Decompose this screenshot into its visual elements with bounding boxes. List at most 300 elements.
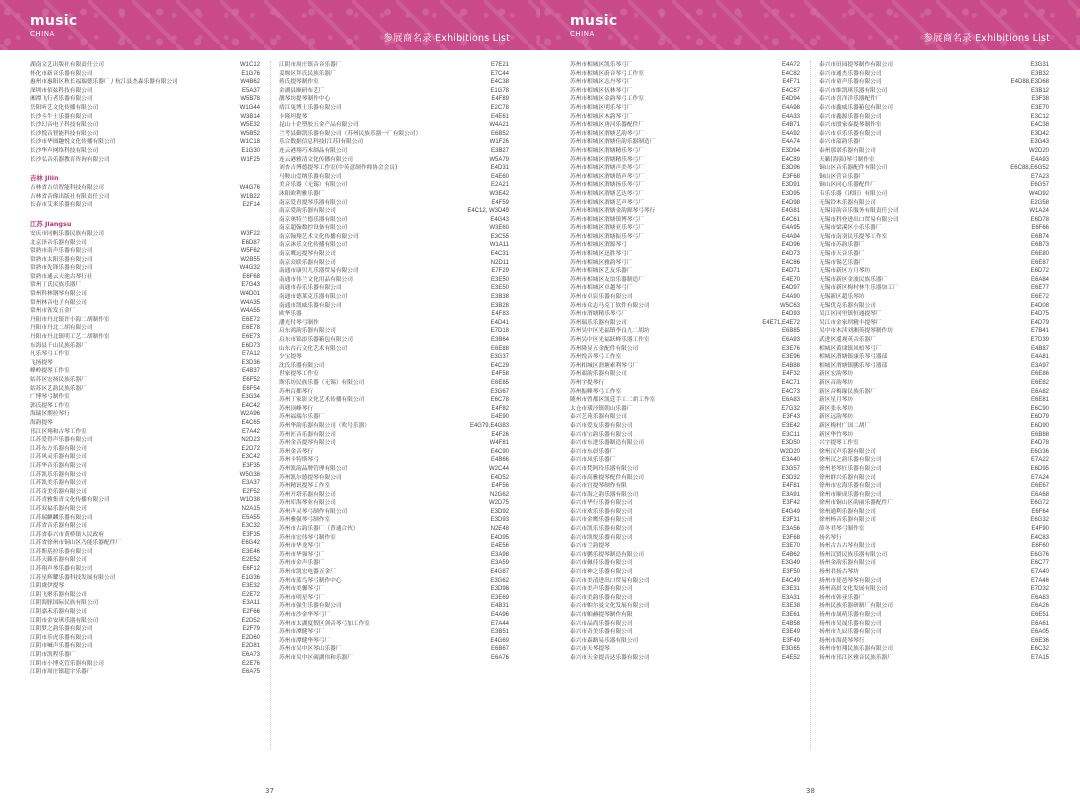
booth-code: E3E49 [781,629,800,636]
exhibitor-row [279,267,509,276]
exhibitor-row [819,611,1049,620]
exhibitor-row [30,548,260,557]
exhibitor-name: 泰兴市鑫威乐器箱包有限公司 [819,104,893,111]
booth-code: E6B88 [1030,431,1049,438]
exhibitor-row [570,482,800,491]
booth-code: E4B87 [1030,345,1049,352]
booth-code: E4A72 [781,62,800,68]
exhibitor-name: 吉林省吉信智能科技有限公司 [30,185,104,192]
exhibitor-name: 相城区黄埭镇凤梧琴弓厂 [819,345,882,352]
exhibitor-name: 苏州凯韵品牌管理有限公司 [279,465,348,472]
page-header [0,0,540,50]
exhibitor-name: 扬州民族乐器研制厂有限公司 [819,603,893,610]
exhibitor-name: 常熟市通云天池古琴行社 [30,273,93,280]
exhibitor-name: 苏州市相城区渭塘艺韵琴弓厂 [570,130,644,137]
exhibitor-row [570,542,800,551]
exhibitor-row [570,276,800,285]
booth-code: E6C78 [490,397,509,404]
booth-code: E6B74 [1030,233,1049,240]
booth-code: E6C77 [1030,560,1049,567]
exhibitor-row [30,642,260,651]
exhibitor-row [570,199,800,208]
exhibitor-name: 金湖县顺研布艺厂 [279,87,325,94]
booth-code: E4C38 [490,79,509,86]
booth-code: E7E21 [490,62,509,68]
booth-code: E3E31 [781,586,800,593]
booth-code: E6B73 [1030,242,1049,249]
exhibitor-row [279,379,509,388]
exhibitor-name: 无锡市新区方月琴坊 [819,268,871,275]
exhibitor-row [30,471,260,480]
booth-code: E4D08 [1030,302,1049,309]
exhibitor-row [30,479,260,488]
exhibitor-name: 苏州市相城区艺友乐器厂 [570,268,633,275]
exhibitor-name: 苏州市相城区唐河乐器配件厂 [570,122,644,129]
exhibitor-row [30,324,260,333]
exhibitor-name: 苏州市相城区渭塘镇博琴弓厂 [570,216,644,223]
booth-code: E4D97 [781,285,800,292]
exhibitor-row [570,310,800,319]
booth-code: E4C38 [1030,122,1049,129]
booth-code: E4D52 [490,474,509,481]
booth-code: W2A96 [240,411,260,418]
booth-code: E4B37 [241,368,260,375]
booth-code: E3C42 [241,454,260,461]
brand-name: music [570,13,618,29]
booth-code: E4F89 [491,96,509,103]
exhibitor-row [30,565,260,574]
exhibitor-row [819,525,1049,534]
booth-code: E4B62 [781,551,800,558]
exhibitor-name: 江苏天籁乐器有限公司 [30,557,87,564]
booth-code: E6A84 [1030,276,1049,283]
booth-code: E6E81 [1030,397,1049,404]
exhibitor-row [570,207,800,216]
booth-code: N2A15 [241,505,260,512]
exhibitor-name: 新区远韵琴坊 [819,414,854,421]
exhibitor-name: 昆山十企塑胶五金产品有限公司 [279,122,359,129]
exhibitor-name: 江阴海豚国际民族有限公司 [30,600,99,607]
exhibitor-name: 韦乐乐器（沭阳）有限公司 [819,190,888,197]
exhibitor-name: 泰兴市森路易乐器有限公司 [570,637,639,644]
booth-code: E2C78 [490,104,509,111]
column-divider [270,61,271,749]
exhibitor-row [570,138,800,147]
booth-code: E6A76 [490,654,509,661]
booth-code: E4E60 [490,173,509,180]
booth-code: W2C44 [488,465,509,472]
exhibitor-row [819,78,1049,87]
booth-code: E4F56 [491,483,509,490]
exhibitor-name: 泰州那诺乐器有限公司 [819,147,876,154]
exhibitor-row [30,113,260,122]
booth-code: E6A05 [1030,629,1049,636]
booth-code: E3G67 [490,388,509,395]
exhibitor-row [30,201,260,210]
exhibitor-row [279,70,509,79]
booth-code: E2F52 [242,488,260,495]
exhibitor-row [819,388,1049,397]
booth-code: E4F59 [491,199,509,206]
booth-code: E6E88 [490,345,509,352]
exhibitor-name: 苏州市相城区凯乐琴弓厂 [570,62,633,68]
exhibitor-name: 丹阳市丹北镇明工艺二胡制作室 [30,334,110,341]
exhibitor-row [30,488,260,497]
exhibitor-name: 无锡市锡艺乐器厂 [819,259,865,266]
exhibitor-row [279,78,509,87]
exhibitor-row [819,147,1049,156]
exhibitor-name: 苏州金音提琴有限公司 [279,440,336,447]
exhibitor-name: 泰兴市凯悦乐器有限公司 [570,534,633,541]
listing-column-2 [819,61,1049,663]
exhibitor-name: 江阴梦之韵乐器有限公司 [30,626,93,633]
booth-code: W5B52 [240,130,260,137]
booth-code: W4A21 [489,122,509,129]
exhibitor-row [30,61,260,70]
exhibitor-row [279,87,509,96]
exhibitor-name: 扬州市恒翔民族乐器有限公司 [819,646,893,653]
exhibitor-row [30,333,260,342]
exhibitor-name: 铜山区营音乐器厂 [819,173,865,180]
booth-code: E2D60 [241,634,260,641]
booth-code: E6E78 [241,325,260,332]
exhibitor-name: 泰兴市卓乐乐器有限公司 [819,130,882,137]
exhibitor-row [279,628,509,637]
exhibitor-name: 徐州市铜山区韵丽乐器配件厂 [819,500,893,507]
booth-code: E4G43 [490,216,509,223]
booth-code: W1C12 [239,62,260,68]
exhibitor-row [570,413,800,422]
booth-code: E4B71 [781,122,800,129]
exhibitor-row [279,516,509,525]
exhibitor-row [819,259,1049,268]
booth-code: E6D79 [1030,414,1049,421]
exhibitor-row [279,499,509,508]
booth-code: E4C29 [490,362,509,369]
booth-code: E6C32 [1030,646,1049,653]
exhibitor-row [30,184,260,193]
exhibitor-row [570,113,800,122]
exhibitor-name: 薛冬君琴弓制作室 [819,526,865,533]
exhibitor-row [570,336,800,345]
exhibitor-name: 扬州金韵乐器有限公司 [819,560,876,567]
booth-code: E2F14 [242,202,260,209]
booth-code: E6G36 [1030,448,1049,455]
exhibitor-name: 南通市春乐乐器有限公司 [279,285,342,292]
exhibitor-name: 苏州卡特斯琴弓 [279,457,319,464]
exhibitor-name: 江阴嘉禾乐器有限公司 [30,609,87,616]
booth-code: E3D98 [490,586,509,593]
exhibitor-name: 苏州艰韵乐器有限公司 [570,371,627,378]
exhibitor-row [279,259,509,268]
booth-code: E4C12, W3D49 [467,208,509,215]
booth-code: E4B88 [781,362,800,369]
booth-code: E3A40 [781,457,800,464]
exhibitor-name: 泰兴市童声乐器有限公司 [819,79,882,86]
exhibitor-name: 扬州市邗江区雅音民族乐器厂 [819,654,893,661]
exhibitor-row [30,660,260,669]
booth-code: E4B58 [781,620,800,627]
exhibitor-name: 泰兴市梵阿玲乐器有限公司 [570,465,639,472]
exhibitor-row [570,645,800,654]
booth-code: E3B12 [1030,87,1049,94]
exhibitor-name: 苏州市美馨琴弓厂 [279,586,325,593]
exhibitor-name: 南京奥特兰德乐器有限公司 [279,216,348,223]
booth-code: E3G34 [241,394,260,401]
exhibitor-row [30,376,260,385]
exhibitor-name: 苏州相城区渭塘索利琴弓厂 [570,362,639,369]
booth-code: E3D32 [781,474,800,481]
exhibitor-name: 苏州市沙金华琴弓厂 [279,612,331,618]
exhibitor-row [279,637,509,646]
exhibitor-row [819,138,1049,147]
page-title: 参展商名录 Exhibitions List [923,33,1050,44]
exhibitor-name: 泰兴市高雅提琴配件有限公司 [570,474,644,481]
exhibitor-name: 江苏东方乐器有限公司 [30,445,87,452]
booth-code: E6D73 [241,342,260,349]
exhibitor-name: 无锡优克乐器有限公司 [819,302,876,309]
exhibitor-name: 丹阳市丹北二胡有限公司 [30,325,93,332]
booth-code: E3E46 [241,548,260,555]
booth-code: W3E60 [489,225,509,232]
exhibitor-row [570,474,800,483]
exhibitor-name: 南京爱韵乐器有限公司 [279,208,336,215]
booth-code: W2D20 [1028,147,1049,154]
booth-code: E6F12 [242,566,260,573]
exhibitor-row [570,585,800,594]
brand-logo [570,14,618,38]
exhibitor-name: 相城区渭塘镇鹏乐琴弓器部 [819,362,888,369]
exhibitor-row [570,156,800,165]
exhibitor-name: 启东市锦添乐器箱包有限公司 [279,337,353,343]
exhibitor-name: 常州林音电子有限公司 [30,299,87,306]
booth-code: E4C71 [781,379,800,386]
exhibitor-name: 南京众联乐器有限公司 [279,259,336,266]
booth-code: E7B41 [1030,328,1049,335]
exhibitor-row [279,199,509,208]
booth-code: E3E69 [490,594,509,601]
booth-code: E5A55 [241,514,260,521]
booth-code: W4A35 [240,299,260,306]
exhibitor-name: 长沙悦音智能科技有限公司 [30,130,99,137]
exhibitor-row [30,410,260,419]
booth-code: E6E72 [1030,294,1049,301]
exhibitor-name: 苏州市相城区蔚音琴弓工作室 [570,70,644,77]
booth-code: E3A11 [242,600,260,607]
booth-code: E4F58 [491,371,509,378]
exhibitor-name: 南通市康贝儿乐器贸易有限公司 [279,268,359,275]
booth-code: E4A94 [781,233,800,240]
exhibitor-name: 深圳市佰弦科技有限公司 [30,87,93,94]
booth-code: W5G38 [239,471,260,478]
exhibitor-row [30,342,260,351]
exhibitor-name: 苏州顶峰琴行 [279,405,314,412]
exhibitor-name: 苏州市相城区渭塘金韵源琴弓琴行 [570,208,656,215]
booth-code: W5A79 [489,156,509,163]
exhibitor-row [570,267,800,276]
booth-code: E3F35 [242,462,260,469]
booth-code: E4C90 [490,448,509,455]
booth-code: E3E96 [781,354,800,361]
exhibitor-row [819,637,1049,646]
exhibitor-name: 吉林省音像出版社有限责任公司 [30,193,110,200]
exhibitor-row [819,602,1049,611]
exhibitor-name: 海韵提琴 [30,419,53,426]
exhibitor-name: 苏州市相城区渭源琴弓 [570,242,627,249]
booth-code: E4A90 [781,294,800,301]
exhibitor-name: 苏州市相城区渭塘扬乐琴弓厂 [570,182,644,189]
exhibitor-name: 江苏星辉耀乐器科技发展有限公司 [30,574,116,581]
booth-code: W1A24 [1029,208,1049,215]
booth-code: E4F90 [1031,526,1049,533]
exhibitor-name: 江苏双福乐器有限公司 [30,505,87,512]
exhibitor-name: 苏州市吴中区砚湖伟和乐器厂 [279,654,353,661]
exhibitor-name: 泰兴市通杰乐器有限公司 [819,70,882,77]
exhibitor-name: 兴宇提琴工作室 [819,440,859,447]
exhibitor-name: 太仓市璜泾镇朝山乐器厂 [570,405,633,412]
exhibitor-row [279,448,509,457]
exhibitor-row [570,465,800,474]
exhibitor-row [279,156,509,165]
booth-code: E3F43 [782,414,800,421]
exhibitor-row [30,651,260,660]
booth-code: N2D23 [241,437,260,444]
exhibitor-row [570,525,800,534]
exhibitor-name: 苏州市蓝鸟琴弓制作中心 [279,577,342,584]
exhibitor-name: 苏州市众志马克丁软件有限公司 [570,302,650,309]
booth-code: E6F66 [1031,225,1049,232]
listing-columns [30,61,510,751]
booth-code: E7A23 [1030,173,1049,180]
exhibitor-name: 扬州市韩亚乐器厂 [819,594,865,601]
booth-code: E6E51 [1030,612,1049,618]
exhibitor-name: 世家提琴工作室 [279,371,319,378]
exhibitor-row [819,491,1049,500]
exhibitor-row [279,293,509,302]
booth-code: E6D87 [241,239,260,246]
exhibitor-row [30,591,260,600]
booth-code: E6A83 [781,397,800,404]
exhibitor-name: 泰兴市海之韵乐器有限公司 [570,491,639,498]
exhibitor-row [570,388,800,397]
booth-code: E4A74 [781,139,800,146]
exhibitor-name: 扬州古吉古琴有限公司 [819,543,876,550]
exhibitor-name: 苏州振峰琴弓工作室 [570,388,622,395]
exhibitor-row [30,130,260,139]
exhibitor-name: 扬州市海琵琴琴行 [819,637,865,644]
exhibitor-row [30,668,260,677]
booth-code: W1A11 [489,242,509,249]
booth-code: E3B27 [490,147,509,154]
exhibitor-name: 沈氏乐器有限公司 [279,362,325,369]
exhibitor-name: 吴中市木渎刘湘英提琴制作坊 [819,328,893,335]
exhibitor-name: 苏州精讯提琴工作室 [279,483,331,490]
booth-code: E3F68 [782,173,800,180]
booth-code: E4D94 [781,96,800,103]
booth-code: E3A91 [781,491,800,498]
booth-code: E4D73 [781,251,800,258]
booth-code: E6A26 [1030,603,1049,610]
exhibitor-row [819,534,1049,543]
booth-code: E7F29 [491,268,509,275]
exhibitor-name: 苏州市吴中区琴山乐器厂 [279,646,342,653]
exhibitor-row [30,514,260,523]
exhibitor-name: 无锡市苏韵乐器厂 [819,242,865,249]
exhibitor-name: 苏州百都琴行 [279,388,314,395]
booth-code: E4A95 [781,225,800,232]
exhibitor-row [30,281,260,290]
exhibitor-row [279,422,509,431]
booth-code: E3F50 [782,569,800,576]
booth-code: E4C86 [781,259,800,266]
exhibitor-row [279,413,509,422]
booth-code: W4D92 [1028,190,1049,197]
booth-code: E3A59 [490,560,509,567]
booth-code: W5C63 [779,302,800,309]
exhibitor-row [30,531,260,540]
booth-code: E3F42 [782,500,800,507]
booth-code: E4E70 [781,276,800,283]
booth-code: E3D96 [781,165,800,172]
exhibitor-row [570,568,800,577]
exhibitor-name: 江苏华音乐器有限公司 [30,462,87,469]
booth-code: E6B67 [490,646,509,653]
booth-code: N2D11 [490,259,509,266]
exhibitor-name: 江苏省徐州市铜山区乃能乐器配件厂 [30,540,121,547]
exhibitor-name: 南通市德莱克乐器有限公司 [279,294,348,301]
booth-code: E4G49 [781,508,800,515]
exhibitor-row [819,70,1049,79]
booth-code: W3B14 [240,113,260,120]
exhibitor-name: 苏州吴中区光福镇李良九二胡坊 [570,328,650,335]
booth-code: E4F26 [491,431,509,438]
booth-code: E3E50 [490,285,509,292]
exhibitor-row [819,370,1049,379]
exhibitor-name: 苏州市相城区金韵琴弓工作室 [570,96,644,103]
exhibitor-name: 江苏斯基拉乐器有限公司 [30,548,93,555]
exhibitor-name: 苏州市相城区渭塘艺达琴弓厂 [570,190,644,197]
exhibitor-row [30,156,260,165]
exhibitor-name: 苏州市相城区渭塘精乐琴弓厂 [570,147,644,154]
exhibitor-row [30,505,260,514]
exhibitor-row [819,190,1049,199]
exhibitor-name: 苏州凯尔德提琴有限公司 [279,474,342,481]
exhibitor-name: 长沙斗牛士乐器有限公司 [30,113,93,120]
exhibitor-name: 无锡新区超乐琴坊 [819,294,865,301]
exhibitor-row [30,367,260,376]
booth-code: W5F62 [240,248,260,255]
exhibitor-row [819,431,1049,440]
exhibitor-name: 潘光付琴弓制作 [279,319,319,326]
exhibitor-name: 泰兴市东进乐器制造有限公司 [570,440,644,447]
exhibitor-name: 长沙幻音电子科技有限公司 [30,122,99,129]
exhibitor-name: 苏州市相城区友谊乐器制造厂 [570,276,644,283]
exhibitor-name: 泰兴市宫提琴制作有限 [570,483,627,490]
exhibitor-row [570,637,800,646]
exhibitor-row [30,599,260,608]
booth-code: E3D95 [781,190,800,197]
booth-code: E6D90 [1030,422,1049,429]
exhibitor-name: 苏州市相城区渭塘亚乐琴弓厂 [570,225,644,232]
booth-code: E5A37 [241,87,260,94]
exhibitor-row [279,439,509,448]
exhibitor-row [819,577,1049,586]
exhibitor-row [30,350,260,359]
exhibitor-name: 铜山区同心乐器配件厂 [819,182,876,189]
exhibitor-name: 惠州市惠阳区秋长福瑞德乐器厂 / 杭江县杰森乐器有限公司 [30,79,178,86]
exhibitor-row [30,78,260,87]
booth-code: E3A98 [490,551,509,558]
